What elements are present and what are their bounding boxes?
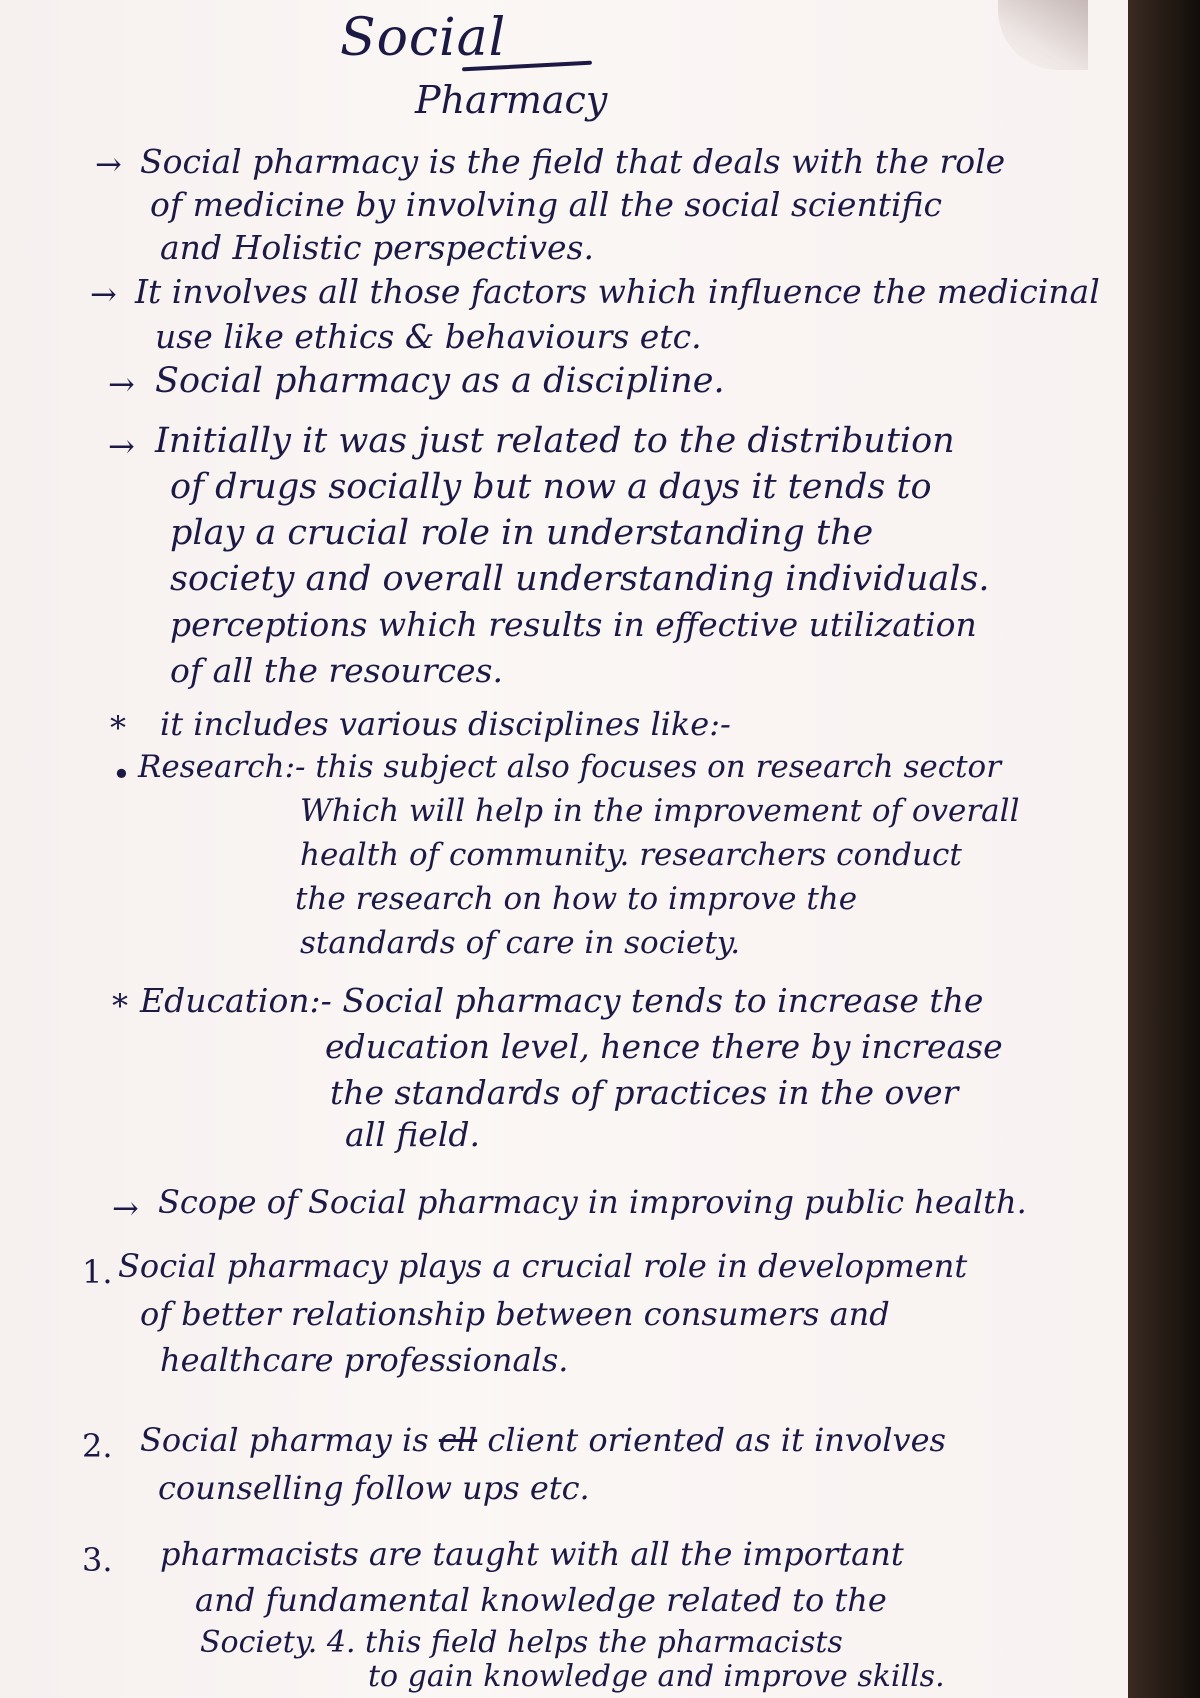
note-subtitle: Pharmacy [415, 78, 608, 122]
page-corner-fold [998, 0, 1088, 70]
note-line-32: to gain knowledge and improve skills. [368, 1659, 945, 1694]
number-marker-2: 2. [82, 1427, 113, 1465]
note-line-29: pharmacists are taught with all the important [160, 1535, 904, 1573]
note-line-7: Initially it was just related to the distribution [155, 421, 955, 461]
arrow-marker-4: → [108, 427, 135, 465]
arrow-marker-3: → [108, 365, 135, 403]
note-line-4: It involves all those factors which influence the medicinal [135, 272, 1100, 311]
note-line-13: it includes various disciplines like:- [160, 705, 731, 743]
arrow-marker-2: → [90, 275, 117, 313]
note-line-6: Social pharmacy as a discipline. [155, 361, 725, 401]
crossed-out-word: cll [438, 1421, 478, 1459]
note-line-27 [140, 1421, 946, 1459]
note-line-26: healthcare professionals. [160, 1341, 569, 1379]
number-marker-1: 1. [82, 1253, 113, 1291]
note-line-15: Which will help in the improvement of overall [300, 793, 1020, 829]
bullet-marker-1: • [112, 755, 131, 793]
note-line-9: play a crucial role in understanding the [170, 513, 874, 553]
note-line-22: all field. [345, 1115, 480, 1154]
note-line-18: standards of care in society. [300, 925, 741, 961]
note-title: Social [340, 8, 507, 68]
arrow-marker-5: → [112, 1189, 139, 1227]
page-edge-shadow [1128, 0, 1200, 1698]
note-line-21: the standards of practices in the over [330, 1073, 959, 1112]
note-line-28: counselling follow ups etc. [158, 1469, 590, 1507]
note-line-27-start: Social pharmay is [140, 1421, 429, 1459]
note-line-8: of drugs socially but now a days it tends to [170, 467, 932, 507]
note-line-5: use like ethics & behaviours etc. [155, 317, 702, 356]
note-line-2: of medicine by involving all the social scientific [150, 185, 942, 224]
star-marker-2: * [112, 987, 128, 1025]
arrow-marker-1: → [95, 145, 122, 183]
note-line-23: Scope of Social pharmacy in improving public health. [158, 1183, 1027, 1221]
note-line-31: Society. 4. this field helps the pharmacists [200, 1625, 843, 1660]
note-line-27-end: client oriented as it involves [487, 1421, 946, 1459]
note-line-24: Social pharmacy plays a crucial role in development [118, 1247, 968, 1285]
number-marker-3: 3. [82, 1541, 113, 1579]
note-line-14: Research:- this subject also focuses on research sector [138, 749, 1002, 785]
note-line-16: health of community. researchers conduct [300, 837, 962, 873]
note-line-19: Education:- Social pharmacy tends to increase the [140, 981, 984, 1020]
note-line-30: and fundamental knowledge related to the [195, 1581, 887, 1619]
note-line-17: the research on how to improve the [295, 881, 858, 917]
note-line-11: perceptions which results in effective utilization [170, 605, 977, 644]
star-marker-1: * [110, 709, 126, 747]
note-line-3: and Holistic perspectives. [160, 228, 594, 267]
note-line-1: Social pharmacy is the field that deals with the role [140, 142, 1006, 181]
note-line-25: of better relationship between consumers and [140, 1295, 890, 1333]
note-line-12: of all the resources. [170, 651, 503, 690]
note-line-20: education level, hence there by increase [325, 1027, 1003, 1066]
note-line-10: society and overall understanding individuals. [170, 559, 990, 599]
